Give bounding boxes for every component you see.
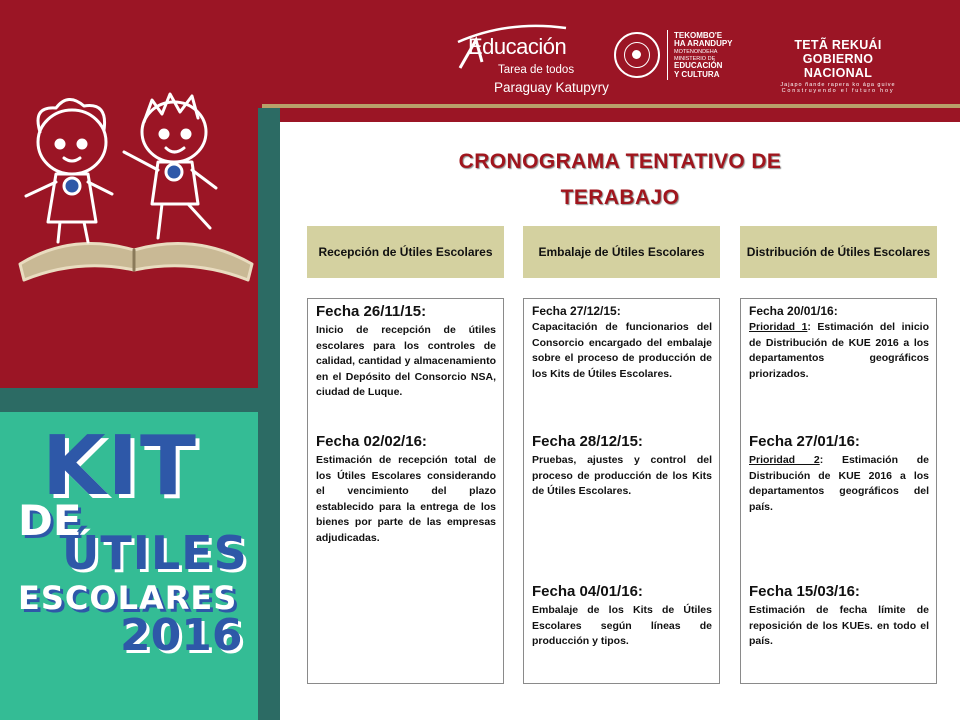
entry-date: Fecha 02/02/16:	[316, 433, 427, 450]
ministry-logo	[674, 32, 733, 79]
educacion-tagline2: Paraguay Katupyry	[494, 80, 609, 95]
ministry-line: EDUCACIÓN	[674, 61, 723, 71]
entry-text	[749, 320, 929, 382]
schedule-panel	[280, 122, 960, 720]
schedule-entry	[749, 433, 929, 515]
page-title-line1: CRONOGRAMA TENTATIVO DE	[458, 150, 782, 173]
entry-date: Fecha 28/12/15:	[532, 433, 643, 450]
educacion-brand: Educación	[468, 34, 567, 59]
schedule-entry	[532, 304, 712, 382]
entry-date: Fecha 26/11/15:	[316, 303, 427, 320]
gov-line2: GOBIERNO NACIONAL	[802, 52, 874, 80]
entry-date: Fecha 27/01/16:	[749, 433, 860, 450]
gov-line1: TETÃ REKUÁI	[794, 38, 882, 52]
schedule-entry	[532, 433, 712, 500]
entry-text: Estimación de recepción total de los Útiles Escolares considerando el vencimiento del plazo establecido para la entrega de los bienes por parte de las empresas adjudicadas.	[316, 454, 496, 544]
header-separator	[667, 30, 668, 80]
schedule-entry	[532, 583, 712, 650]
column-header-embalaje: Embalaje de Útiles Escolares	[523, 226, 720, 278]
gobierno-nacional-logo	[768, 38, 908, 94]
entry-text	[749, 453, 929, 515]
header-divider	[262, 104, 960, 108]
entry-text: Estimación de fecha límite de reposición de los KUEs. en todo el país.	[749, 604, 929, 647]
page-title-line2: TERABAJO	[560, 186, 680, 209]
entry-date: Fecha 04/01/16:	[532, 583, 643, 600]
kit-logo-line2: DE	[18, 496, 82, 545]
priority-label: Prioridad 2	[749, 454, 820, 466]
ministry-line: Y CULTURA	[674, 69, 720, 79]
entry-date: Fecha 15/03/16:	[749, 583, 860, 600]
gov-line4: Construyendo el futuro hoy	[781, 88, 895, 94]
entry-text-rest: : Estimación del inicio de Distribución de KUE 2016 a los departamentos geográficos priorizados.	[749, 321, 929, 380]
priority-label: Prioridad 1	[749, 321, 808, 333]
column-header-recepcion: Recepción de Útiles Escolares	[307, 226, 504, 278]
schedule-entry	[316, 303, 496, 401]
entry-date: Fecha 27/12/15:	[532, 304, 621, 318]
ministry-line: HA ARANDUPY	[674, 39, 733, 49]
schedule-entry	[749, 304, 929, 382]
children-book-illustration-icon	[12, 92, 262, 292]
ministry-line: MINISTERIO DE	[674, 55, 716, 62]
national-seal-icon	[614, 32, 660, 78]
column-box-embalaje	[523, 298, 720, 684]
entry-text: Capacitación de funcionarios del Consorcio encargado del embalaje sobre el proceso de producción de los Kits de Útiles Escolares.	[532, 321, 712, 380]
column-header-distribucion: Distribución de Útiles Escolares	[740, 226, 937, 278]
entry-text-rest: : Estimación de Distribución de KUE 2016 a los departamentos geográficos del país.	[749, 454, 929, 513]
entry-text: Embalaje de los Kits de Útiles Escolares según líneas de producción y tipos.	[532, 604, 712, 647]
kit-logo-line4: ESCOLARES	[18, 579, 238, 617]
column-box-recepcion	[307, 298, 504, 684]
gov-line3: Jajapo ñande rapera ko ága guive	[780, 82, 896, 88]
entry-date: Fecha 20/01/16:	[749, 304, 838, 318]
column-box-distribucion	[740, 298, 937, 684]
entry-text: Pruebas, ajustes y control del proceso de producción de los Kits de Útiles Escolares.	[532, 454, 712, 497]
ministry-line: MOTENONDEHA	[674, 48, 718, 55]
educacion-tagline: Tarea de todos	[498, 64, 575, 76]
ministry-line: TEKOMBO'E	[674, 31, 723, 40]
kit-logo-line5: 2016	[120, 610, 243, 661]
kit-logo-line3: ÚTILES	[62, 526, 248, 580]
schedule-entry	[316, 433, 496, 546]
educacion-logo	[448, 22, 618, 102]
teal-strip	[258, 108, 280, 720]
kit-logo-line1: KIT	[42, 419, 198, 514]
entry-text: Inicio de recepción de útiles escolares para los controles de calidad, cantidad y almacenamiento en el Depósito del Consorcio NSA, ciudad de Luque.	[316, 324, 496, 398]
schedule-entry	[749, 583, 929, 650]
